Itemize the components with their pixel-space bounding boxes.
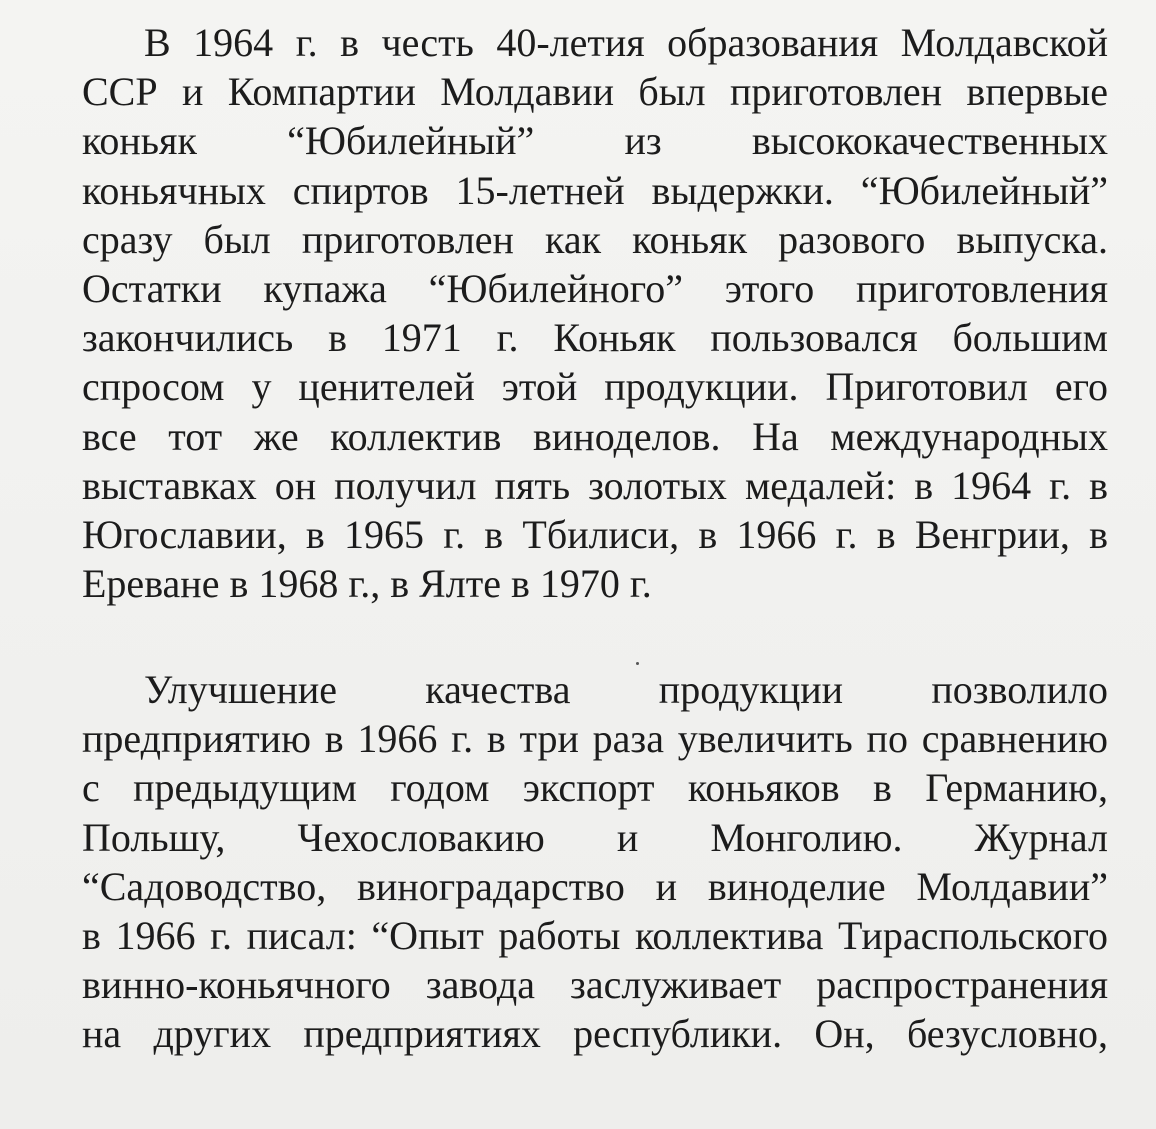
paragraph-2-line-1: Улучшение качества продукции позволило	[144, 667, 1108, 712]
paragraph-1-line-12: Ереване в 1968 г., в Ялте в 1970 г.	[82, 561, 652, 607]
paragraph-1-line-1: В 1964 г. в честь 40-летия образования Молдавской	[144, 20, 1108, 65]
paragraph-1-line-4: коньячных спиртов 15-летней выдержки. “Юбилейный”	[82, 167, 1108, 213]
paragraph-2-line-7: винно-коньячного завода заслуживает распространения	[82, 962, 1108, 1008]
paragraph-1	[82, 18, 1108, 608]
paragraph-1-line-6: Остатки купажа “Юбилейного” этого приготовления	[82, 265, 1108, 311]
paragraph-2-line-3: с предыдущим годом экспорт коньяков в Германию,	[82, 765, 1108, 811]
paragraph-2-line-5: “Садоводство, виноградарство и виноделие Молдавии”	[82, 863, 1108, 909]
paragraph-1-line-3: коньяк “Юбилейный” из высококачественных	[82, 118, 1108, 164]
paragraph-2-line-2: предприятию в 1966 г. в три раза увеличить по сравнению	[82, 716, 1108, 762]
paragraph-1-line-10: выставках он получил пять золотых медалей: в 1964 г. в	[82, 462, 1108, 508]
paragraph-1-line-2: ССР и Компартии Молдавии был приготовлен впервые	[82, 69, 1108, 115]
paragraph-1-line-5: сразу был приготовлен как коньяк разового выпуска.	[82, 216, 1108, 262]
paragraph-1-line-11: Югославии, в 1965 г. в Тбилиси, в 1966 г. в Венгрии, в	[82, 511, 1108, 557]
paragraph-2-line-6: в 1966 г. писал: “Опыт работы коллектива Тираспольского	[82, 912, 1108, 958]
paragraph-1-line-9: все тот же коллектив виноделов. На международных	[82, 413, 1108, 459]
paragraph-2-line-8: на других предприятиях республики. Он, безусловно,	[82, 1011, 1108, 1057]
paragraph-1-line-8: спросом у ценителей этой продукции. Приготовил его	[82, 364, 1108, 410]
paragraph-2	[82, 665, 1108, 1059]
paragraph-1-line-7: закончились в 1971 г. Коньяк пользовался большим	[82, 315, 1108, 361]
paragraph-2-line-4: Польшу, Чехословакию и Монголию. Журнал	[82, 814, 1108, 860]
